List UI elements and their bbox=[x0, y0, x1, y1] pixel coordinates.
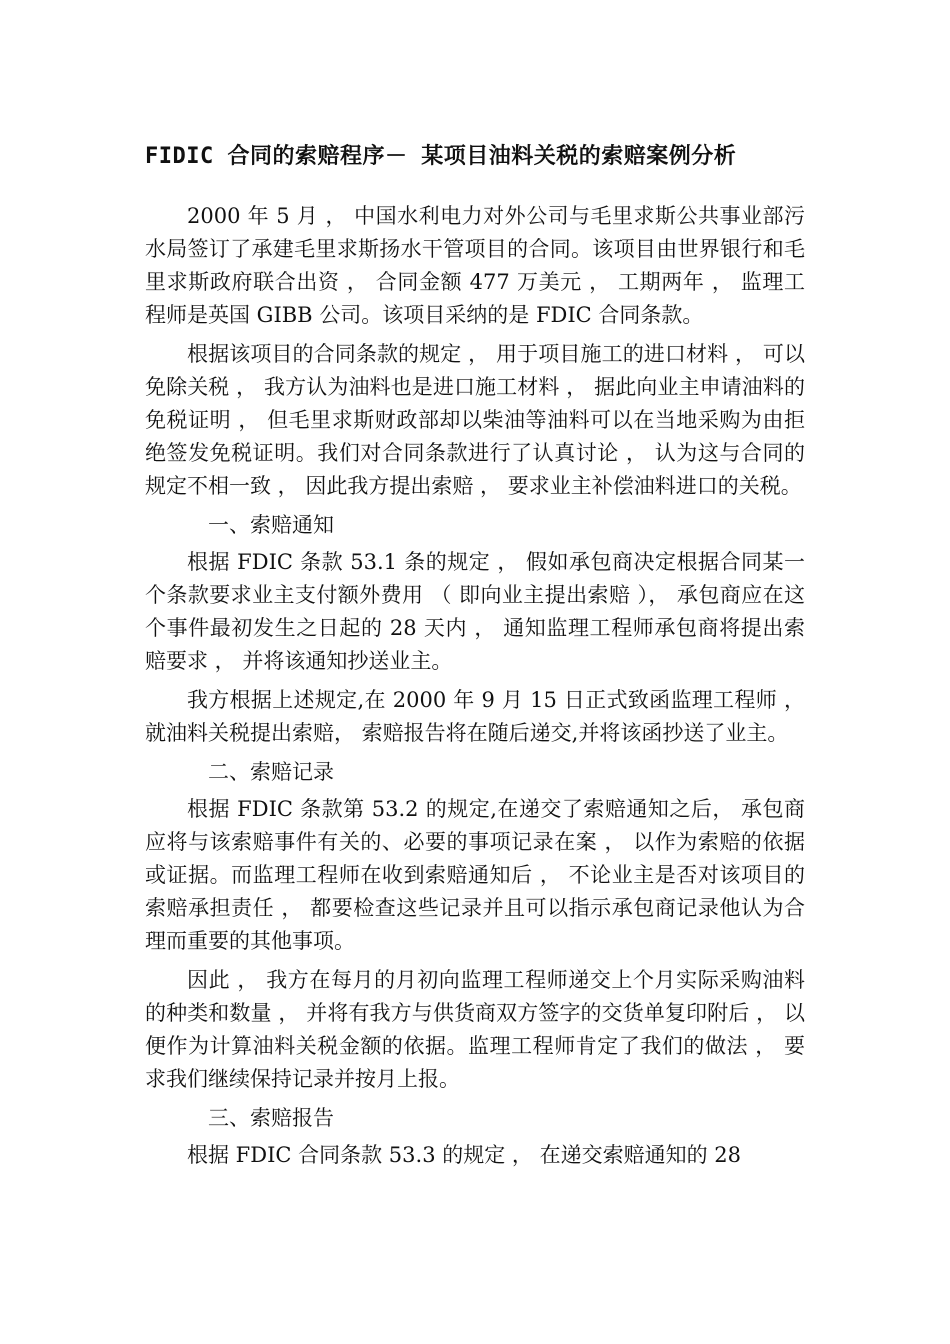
paragraph-clause-53-1: 根据 FDIC 条款 53.1 条的规定 ， 假如承包商决定根据合同某一个条款要求业主支付额外费用 （ 即向业主提出索赔 ）， 承包商应在这个事件最初发生之日起的 28 天内 ， 通知监理工程师承包商将提出索赔要求 ， 并将该通知抄送业主。 bbox=[145, 550, 805, 673]
section-heading-claim-notice: 一、索赔通知 bbox=[208, 513, 334, 537]
paragraph-project-background: 2000 年 5 月 ， 中国水利电力对外公司与毛里求斯公共事业部污水局签订了承建毛里求斯扬水干管项目的合同。该项目由世界银行和毛里求斯政府联合出资 ， 合同金额 477 万美元 ， 工期两年 ， 监理工程师是英国 GIBB 公司。该项目采纳的是 FDIC 合同条款。 bbox=[145, 204, 805, 327]
paragraph-notice-letter: 我方根据上述规定,在 2000 年 9 月 15 日正式致函监理工程师 ， 就油料关税提出索赔， 索赔报告将在随后递交,并将该函抄送了业主。 bbox=[145, 688, 805, 745]
section-heading-claim-report: 三、索赔报告 bbox=[208, 1106, 334, 1130]
document-title: FIDIC 合同的索赔程序－ 某项目油料关税的索赔案例分析 bbox=[145, 144, 737, 169]
paragraph-clause-53-3: 根据 FDIC 合同条款 53.3 的规定 ， 在递交索赔通知的 28 bbox=[187, 1143, 741, 1167]
paragraph-monthly-records: 因此 ， 我方在每月的月初向监理工程师递交上个月实际采购油料的种类和数量 ， 并将有我方与供货商双方签字的交货单复印附后 ， 以便作为计算油料关税金额的依据。监理工程师肯定了我们的做法 ， 要求我们继续保持记录并按月上报。 bbox=[145, 968, 805, 1091]
section-heading-claim-records: 二、索赔记录 bbox=[208, 760, 334, 784]
paragraph-claim-reason: 根据该项目的合同条款的规定 ， 用于项目施工的进口材料 ， 可以免除关税 ， 我方认为油料也是进口施工材料 ， 据此向业主申请油料的免税证明 ， 但毛里求斯财政部却以柴油等油料可以在当地采购为由拒绝签发免税证明。我们对合同条款进行了认真讨论 ， 认为这与合同的规定不相一致 ， 因此我方提出索赔 ， 要求业主补偿油料进口的关税。 bbox=[145, 342, 805, 498]
paragraph-clause-53-2: 根据 FDIC 条款第 53.2 的规定,在递交了索赔通知之后， 承包商应将与该索赔事件有关的、必要的事项记录在案 ， 以作为索赔的依据或证据。而监理工程师在收到索赔通知后 ， 不论业主是否对该项目的索赔承担责任 ， 都要检查这些记录并且可以指示承包商记录他认为合理而重要的其他事项。 bbox=[145, 797, 805, 953]
document-body bbox=[145, 140, 805, 1178]
